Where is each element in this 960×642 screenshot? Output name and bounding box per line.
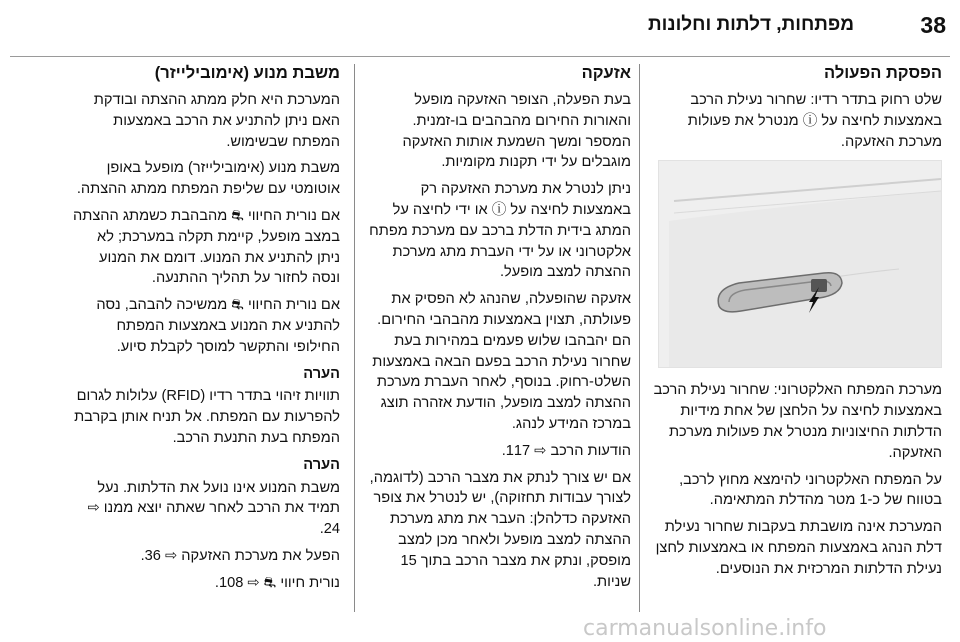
note-text: משבת המנוע אינו נועל את הדלתות. נעל תמיד את הרכב לאחר שאתה יוצא ממנו ⇨ 24. [87,479,340,538]
header-rule [10,56,950,57]
section-heading-deactivation: הפסקת הפעולה [824,64,942,82]
section-heading-alarm: אזעקה [581,64,631,82]
paragraph: מערכת המפתח האלקטרוני: שחרור נעילת הרכב באמצעות לחיצה על הלחצן של אחת מידיות הדלתות החיצוניות מנטרל את פעולות מערכת האזעקה. [653,382,942,461]
page-title: מפתחות, דלתות וחלונות [648,14,855,35]
handle-button [811,279,827,292]
paragraph: אם נורית החיווי ⛐ ממשיכה להבהב, נסה להתניע את המנוע באמצעות המפתח החילופי והתקשר למוסך לקבלת סיוע. [96,297,340,355]
page-header [0,0,960,52]
cross-reference: הפעל את מערכת האזעקה ⇨ 36. [140,547,340,564]
section-heading-immobiliser: משבת מנוע (אימובילייזר) [154,64,340,82]
paragraph: אזעקה שהופעלה, שהנהג לא הפסיק את פעולתה, תצוין באמצעות מהבהבי החירום. הם יהבהבו שלוש פעמים במהירות בעת שחרור נעילת הרכב בפעם הבאה באמצעות השלט-רחוק. בנוסף, לאחר העברת מערכת ההצתה למצב מופעל, הודעת אזהרה תוצג במרכז המידע לנהג. [372,291,631,432]
column-middle [365,62,631,598]
paragraph: בעת הפעלה, הצופר האזעקה מופעל והאורות החירום מהבהבים בו-זמנית. המספר ומשך השמעת אותות האזעקה מוגבלים על ידי תקנות מקומיות. [402,92,631,171]
column-left [70,62,340,600]
paragraph: אם יש צורך לנתק את מצבר הרכב (לדוגמה, לצורך עבודות תחזוקה), יש לנטרל את צופר האזעקה כדלהלן: העבר את מתג מערכת ההצתה למצב מופעל ולאחר מכן למצב מופסק, ונתק את מצבר הרכב בתוך 15 שניות. [369,469,631,590]
column-right [646,62,942,586]
paragraph: ניתן לנטרל את מערכת האזעקה רק באמצעות לחיצה על ⓘ או ידי לחיצה על המתג בידית הדלת ברכב עם מערכת מפתח אלקטרוני או על ידי העברת מתג מערכת ההצתה למצב מופעל. [369,181,631,281]
paragraph: המערכת אינה מושבתת בעקבות שחרור נעילת דלת הנהג באמצעות המפתח או באמצעות לחצן נעילת הדלתות המרכזית את הנוסעים. [655,519,942,577]
paragraph: על המפתח האלקטרוני להימצא מחוץ לרכב, בטווח של כ-1 מטר מהדלת המתאימה. [679,471,942,509]
cross-reference: נורית חיווי ⛐ ⇨ 108. [214,574,340,591]
column-divider-left [354,64,355,612]
watermark: carmanualsonline.info [583,616,827,641]
page-number: 38 [920,12,946,38]
cross-reference: הודעות הרכב ⇨ 117. [501,442,631,459]
note-text: תוויות זיהוי בתדר רדיו (RFID) עלולות לגרום להפרעות עם המפתח. אל תניח אותן בקרבת המפתח בעת התנעת הרכב. [74,388,340,446]
column-divider-right [639,64,640,612]
paragraph: אם נורית החיווי ⛐ מהבהבת כשמתג ההצתה במצב מופעל, קיימת תקלה במערכת; לא ניתן להתניע את המנוע. דומם את המנוע ונסה לחזור על תהליך ההתנעה. [72,207,340,287]
note-title: הערה [303,456,340,473]
paragraph: המערכת היא חלק ממתג ההצתה ובודקת האם ניתן להתניע את הרכב באמצעות המפתח שבשימוש. [93,92,340,150]
door-handle-illustration [658,160,942,368]
paragraph: משבת מנוע (אימובילייזר) מופעל באופן אוטומטי עם שליפת המפתח ממתג ההצתה. [76,160,340,198]
paragraph: שלט רחוק בתדר רדיו: שחרור נעילת הרכב באמצעות לחיצה על ⓘ מנטרל את פעולות מערכת האזעקה. [687,92,942,150]
note-title: הערה [303,365,340,382]
door-handle-image [659,161,941,367]
